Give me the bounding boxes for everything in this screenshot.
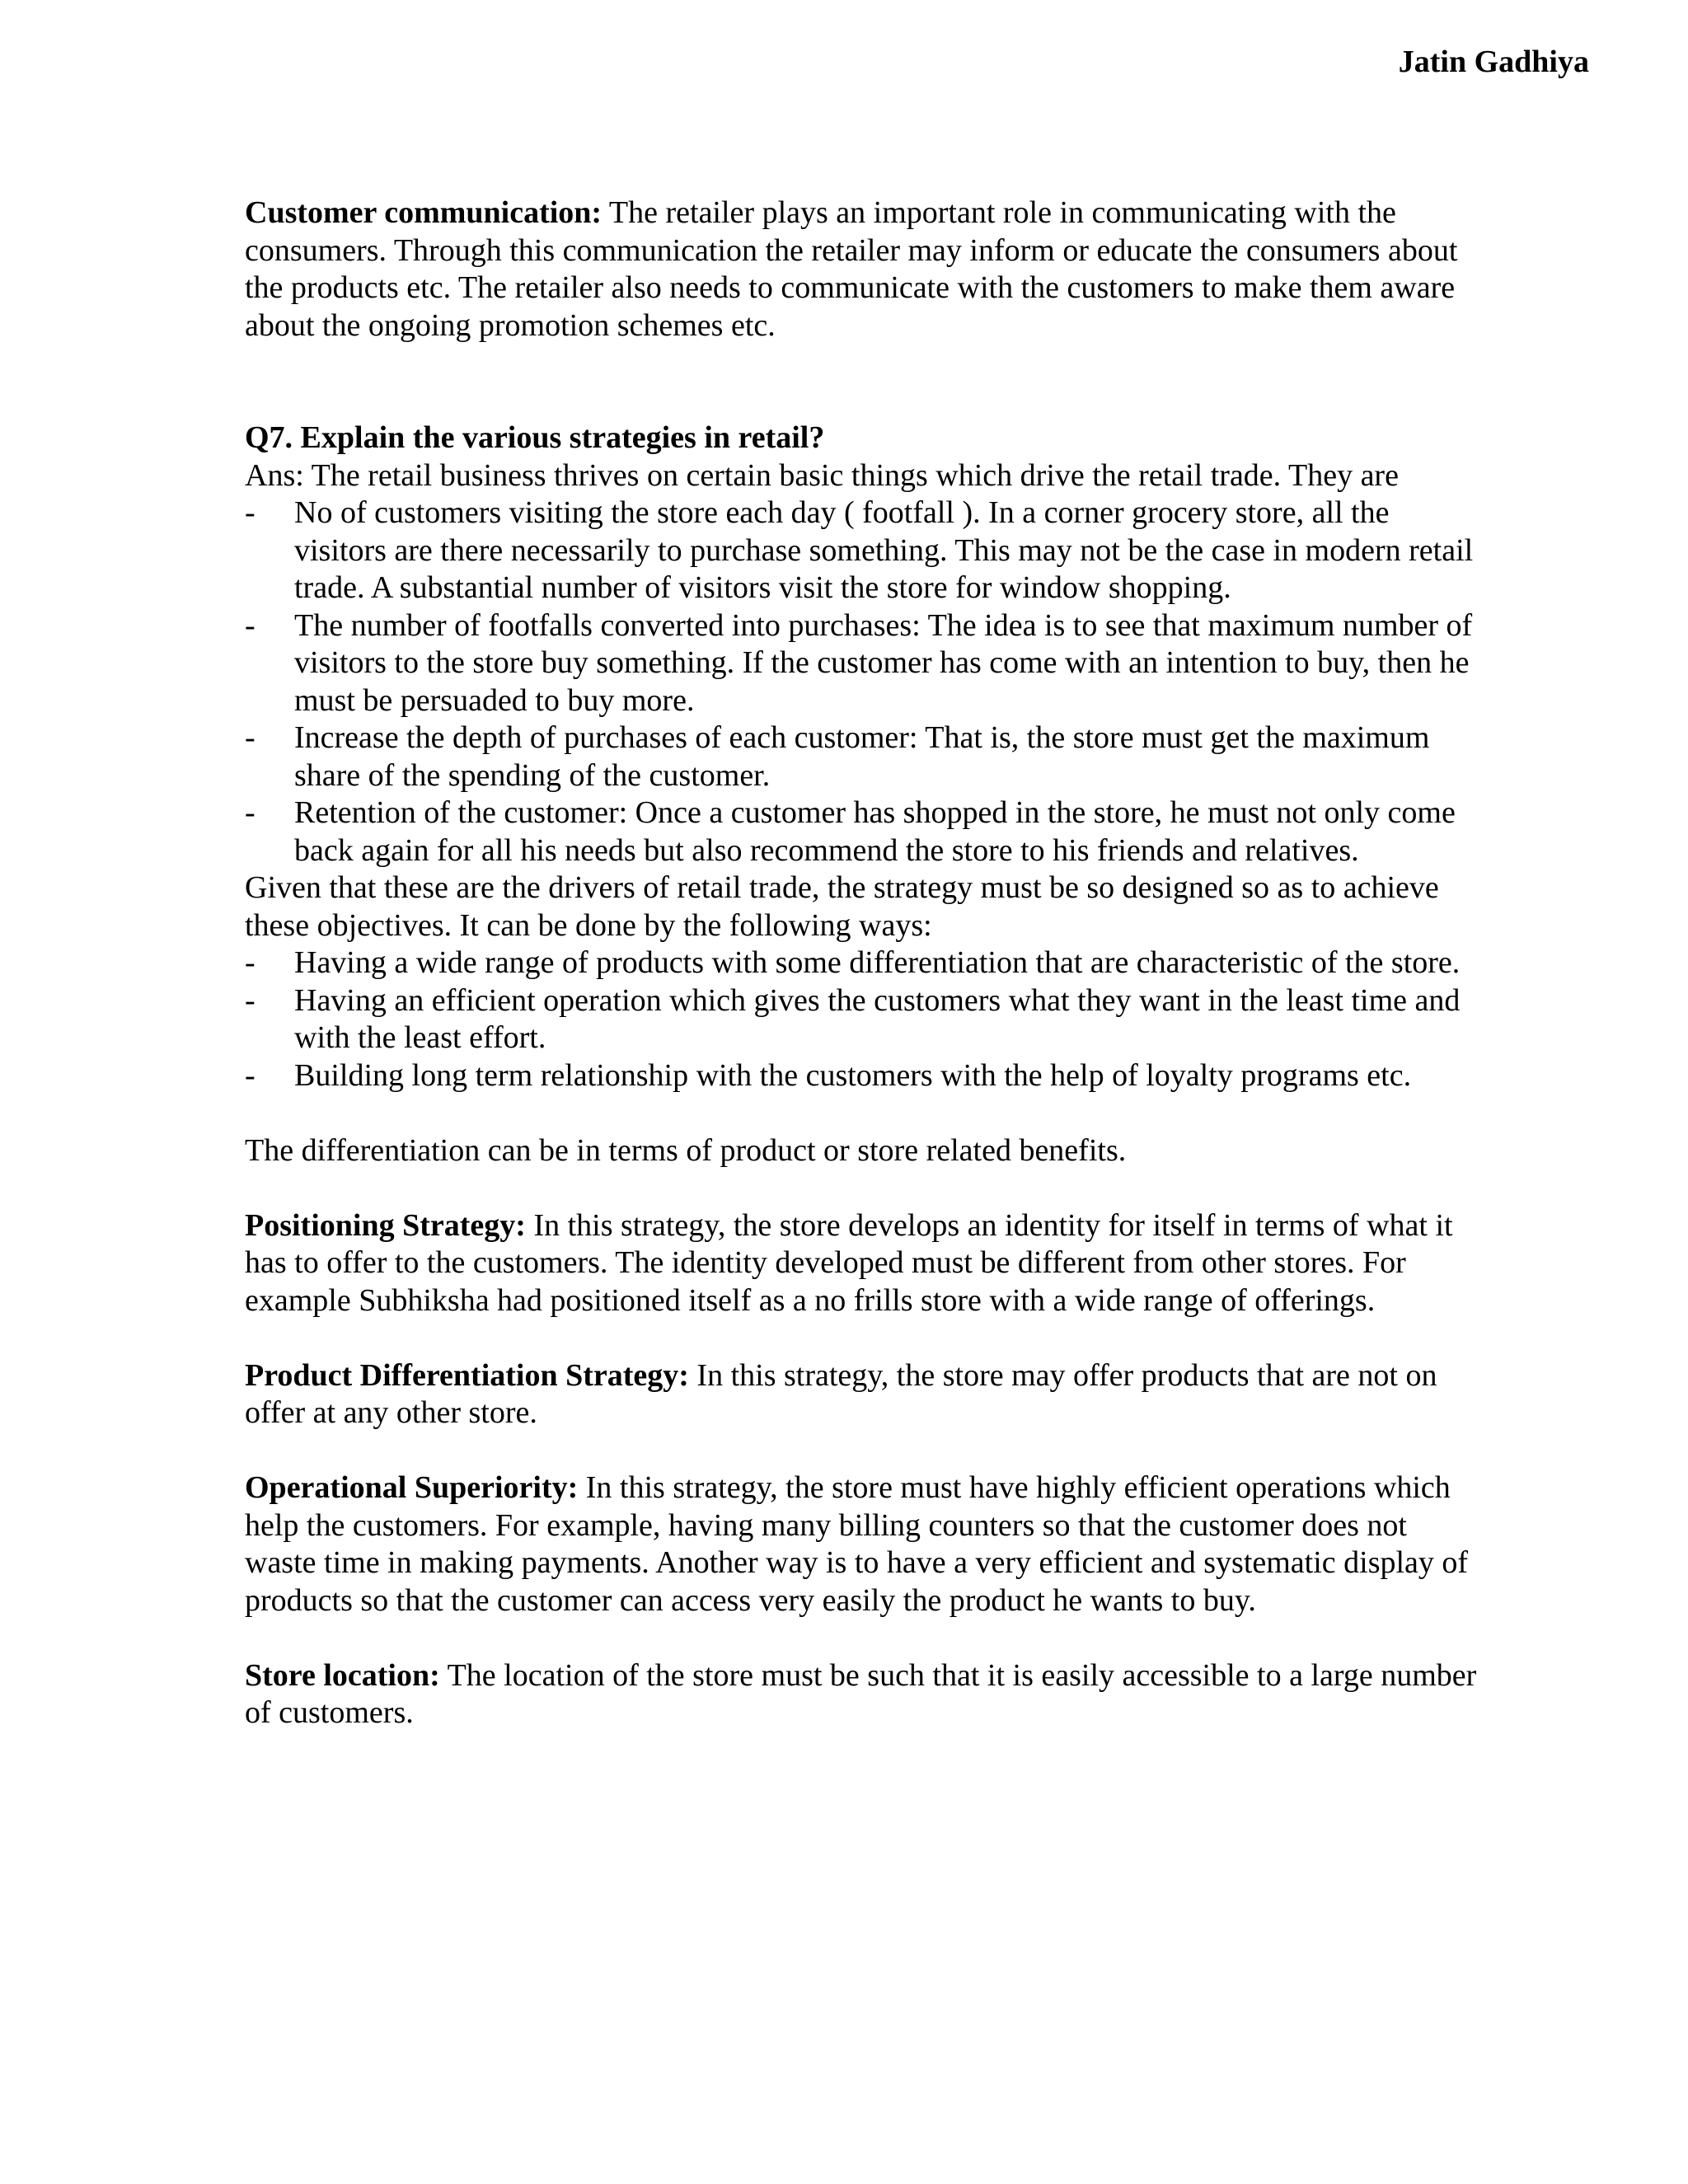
list-item xyxy=(245,944,1481,982)
dash-bullet: - xyxy=(245,495,256,530)
customer-communication-paragraph xyxy=(245,194,1481,344)
operational-superiority-paragraph xyxy=(245,1469,1481,1619)
store-location-heading: Store location: xyxy=(245,1657,440,1693)
product-differentiation-paragraph xyxy=(245,1357,1481,1432)
question-heading: Q7. Explain the various strategies in retail? xyxy=(245,420,825,455)
operational-superiority-heading: Operational Superiority: xyxy=(245,1470,579,1505)
list-item xyxy=(245,1057,1481,1095)
spacer xyxy=(245,344,1481,419)
dash-bullet: - xyxy=(245,1057,256,1093)
list-item-text: Retention of the customer: Once a customer has shopped in the store, he must not only come back again for all his needs but also recommend the store to his friends and relatives. xyxy=(294,795,1456,868)
product-differentiation-text: In this strategy, the store may offer products that are not on offer at any other store. xyxy=(245,1357,1437,1430)
spacer xyxy=(245,1432,1481,1470)
operational-superiority-text: In this strategy, the store must have highly efficient operations which help the customers. For example, having many billing counters so that the customer does not waste time in making payments. Another way is to have a very efficient and systematic display of products so that the customer can access very easily the product he wants to buy. xyxy=(245,1470,1469,1618)
spacer xyxy=(245,1319,1481,1357)
dash-bullet: - xyxy=(245,982,256,1018)
dash-bullet: - xyxy=(245,945,256,980)
spacer xyxy=(245,1094,1481,1132)
spacer xyxy=(245,1169,1481,1207)
product-differentiation-heading: Product Differentiation Strategy: xyxy=(245,1357,689,1393)
list-item-text: The number of footfalls converted into purchases: The idea is to see that maximum number of visitors to the store buy something. If the customer has come with an intention to buy, then he must be persuaded to buy more. xyxy=(294,607,1473,718)
dash-bullet: - xyxy=(245,607,256,643)
list-item-text: Building long term relationship with the customers with the help of loyalty programs etc. xyxy=(294,1057,1412,1093)
customer-communication-text: The retailer plays an important role in communicating with the consumers. Through this communication the retailer may inform or educate the consumers about the products etc. The retailer also needs to communicate with the customers to make them aware about the ongoing promotion schemes etc. xyxy=(245,195,1458,343)
dash-bullet: - xyxy=(245,720,256,755)
ways-list xyxy=(245,944,1481,1094)
list-item-text: Having an efficient operation which gives the customers what they want in the least time and with the least effort. xyxy=(294,982,1461,1055)
list-item xyxy=(245,607,1481,720)
strategy-intro: Given that these are the drivers of retail trade, the strategy must be so designed so as to achieve these objectives. It can be done by the following ways: xyxy=(245,870,1439,943)
store-location-paragraph xyxy=(245,1657,1481,1732)
spacer xyxy=(245,1619,1481,1657)
author-name: Jatin Gadhiya xyxy=(1398,45,1589,79)
list-item xyxy=(245,719,1481,794)
list-item xyxy=(245,982,1481,1057)
document-body xyxy=(245,194,1481,1732)
list-item-text: No of customers visiting the store each day ( footfall ). In a corner grocery store, all the visitors are there necessarily to purchase something. This may not be the case in modern retail trade. A substantial number of visitors visit the store for window shopping. xyxy=(294,495,1474,605)
list-item xyxy=(245,794,1481,869)
positioning-strategy-paragraph xyxy=(245,1207,1481,1320)
customer-communication-heading: Customer communication: xyxy=(245,195,603,230)
positioning-strategy-heading: Positioning Strategy: xyxy=(245,1207,526,1243)
dash-bullet: - xyxy=(245,795,256,830)
list-item xyxy=(245,494,1481,607)
drivers-list xyxy=(245,494,1481,869)
positioning-strategy-text: In this strategy, the store develops an identity for itself in terms of what it has to offer to the customers. The identity developed must be different from other stores. For example Subhiksha had positioned itself as a no frills store with a wide range of offerings. xyxy=(245,1207,1453,1318)
differentiation-note: The differentiation can be in terms of product or store related benefits. xyxy=(245,1132,1127,1168)
store-location-text: The location of the store must be such that it is easily accessible to a large number of customers. xyxy=(245,1657,1477,1730)
list-item-text: Increase the depth of purchases of each customer: That is, the store must get the maximum share of the spending of the customer. xyxy=(294,720,1430,793)
list-item-text: Having a wide range of products with some differentiation that are characteristic of the store. xyxy=(294,945,1461,980)
answer-intro: Ans: The retail business thrives on certain basic things which drive the retail trade. They are xyxy=(245,457,1399,493)
